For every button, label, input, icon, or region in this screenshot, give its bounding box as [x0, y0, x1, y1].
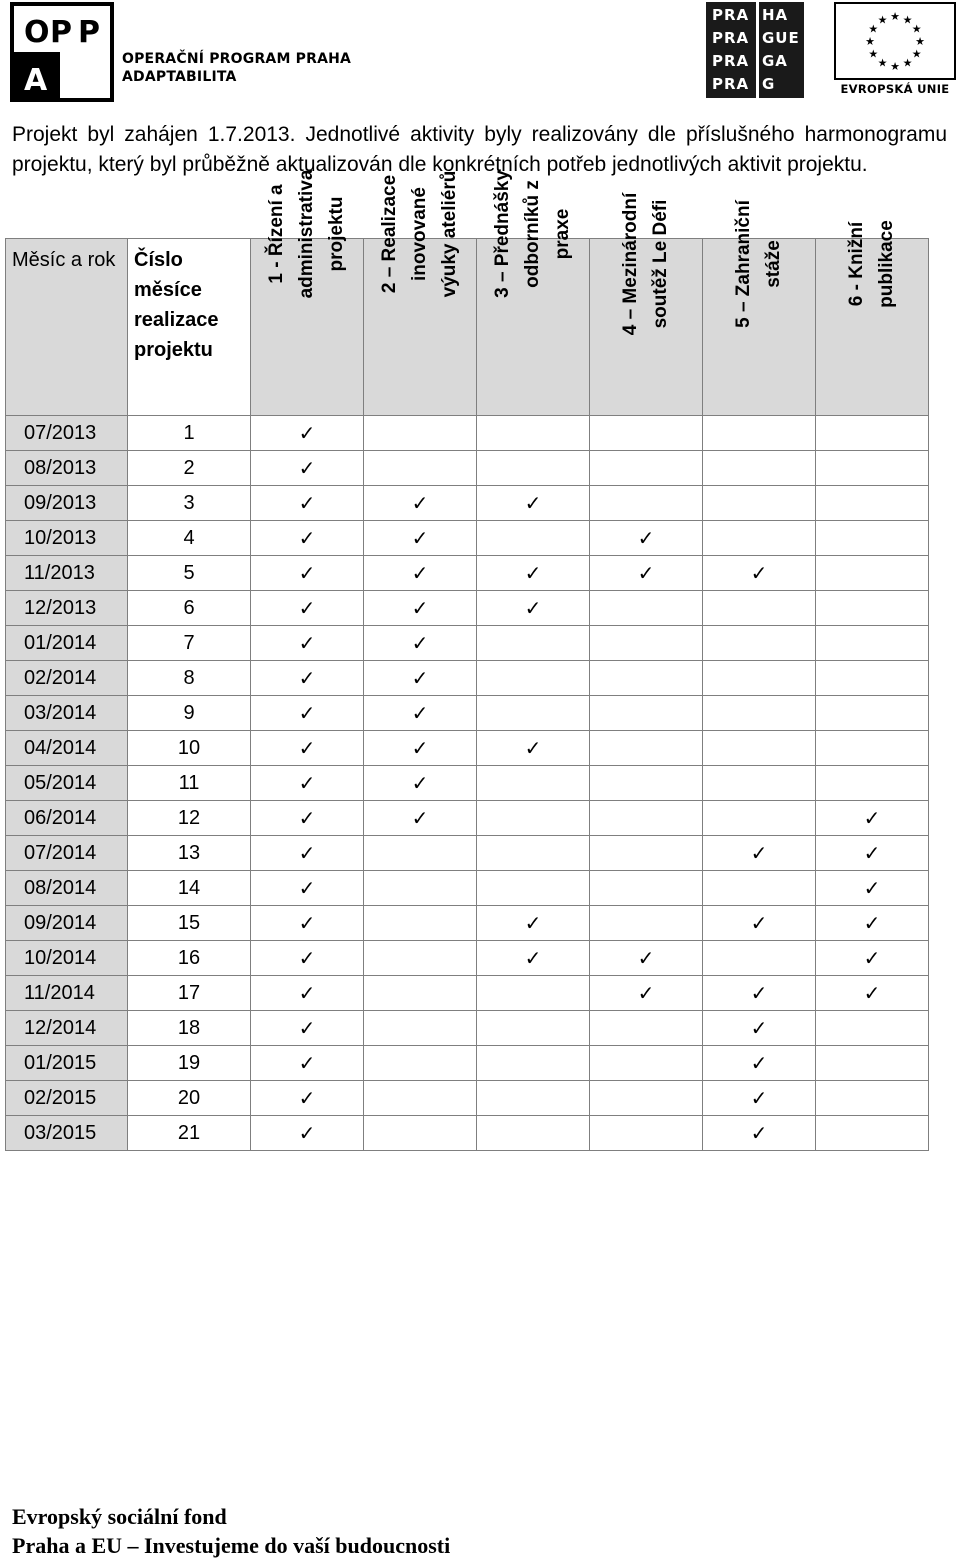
activity-label: 1 - Řízení a administrativa projektu: [266, 169, 347, 299]
month-number-cell: 15: [128, 906, 251, 941]
table-row: [6, 1081, 929, 1116]
month-cell: 12/2013: [6, 591, 128, 626]
column-header-activity-2: [364, 170, 477, 416]
checkmark-icon: ✓: [750, 841, 768, 865]
month-number-cell: 17: [128, 976, 251, 1011]
activity-cell: [251, 661, 364, 696]
table-row: [6, 836, 929, 871]
activity-cell: [477, 836, 590, 871]
activity-label: 4 – Mezinárodní soutěž Le Défi: [620, 192, 671, 336]
checkmark-icon: ✓: [411, 666, 429, 690]
activity-cell: [477, 451, 590, 486]
praha-logo-divider: [756, 2, 759, 98]
activity-cell: [590, 556, 703, 591]
table-body: [6, 416, 929, 1151]
month-number-cell: 7: [128, 626, 251, 661]
activity-cell: [364, 1046, 477, 1081]
activity-cell: [364, 941, 477, 976]
activity-cell: [703, 801, 816, 836]
month-cell: 05/2014: [6, 766, 128, 801]
activity-cell: [590, 661, 703, 696]
month-cell: 06/2014: [6, 801, 128, 836]
checkmark-icon: ✓: [863, 981, 881, 1005]
activity-cell: [251, 731, 364, 766]
checkmark-icon: ✓: [298, 666, 316, 690]
activity-cell: [477, 591, 590, 626]
checkmark-icon: ✓: [411, 771, 429, 795]
checkmark-icon: ✓: [298, 1051, 316, 1075]
activity-cell: [590, 976, 703, 1011]
month-number-cell: 6: [128, 591, 251, 626]
checkmark-icon: ✓: [750, 911, 768, 935]
activity-cell: [251, 1011, 364, 1046]
activity-cell: [590, 451, 703, 486]
activity-cell: [816, 1116, 929, 1151]
checkmark-icon: ✓: [298, 876, 316, 900]
eu-star-icon: ★: [877, 56, 888, 70]
activity-cell: [364, 416, 477, 451]
month-number-cell: 2: [128, 451, 251, 486]
checkmark-icon: ✓: [524, 911, 542, 935]
opp-line-2: ADAPTABILITA: [122, 69, 237, 85]
activity-cell: [477, 801, 590, 836]
activity-cell: [703, 1046, 816, 1081]
table-row: [6, 976, 929, 1011]
eu-logo: [834, 2, 956, 98]
checkmark-icon: ✓: [524, 561, 542, 585]
activity-cell: [590, 521, 703, 556]
checkmark-icon: ✓: [524, 736, 542, 760]
month-cell: 07/2013: [6, 416, 128, 451]
activity-cell: [364, 451, 477, 486]
table-row: [6, 486, 929, 521]
activity-cell: [364, 521, 477, 556]
checkmark-icon: ✓: [298, 1121, 316, 1145]
activity-cell: [251, 521, 364, 556]
activity-cell: [590, 906, 703, 941]
checkmark-icon: ✓: [411, 526, 429, 550]
activity-cell: [703, 521, 816, 556]
activity-cell: [703, 731, 816, 766]
column-header-activity-5: [703, 200, 816, 416]
checkmark-icon: ✓: [298, 456, 316, 480]
month-cell: 12/2014: [6, 1011, 128, 1046]
activity-cell: [477, 1081, 590, 1116]
table-row: [6, 451, 929, 486]
footer-line-1: Evropský sociální fond: [12, 1504, 227, 1529]
checkmark-icon: ✓: [298, 596, 316, 620]
activity-cell: [477, 906, 590, 941]
checkmark-icon: ✓: [863, 946, 881, 970]
checkmark-icon: ✓: [750, 981, 768, 1005]
activity-cell: [364, 801, 477, 836]
month-cell: 01/2014: [6, 626, 128, 661]
activity-cell: [251, 766, 364, 801]
eu-star-icon: ★: [911, 22, 922, 36]
activity-cell: [364, 661, 477, 696]
svg-text:P: P: [78, 15, 100, 50]
activity-cell: [816, 1081, 929, 1116]
praha-cell: GA: [762, 52, 788, 70]
praha-cell: PRA: [712, 52, 750, 70]
activity-cell: [590, 416, 703, 451]
activity-cell: [816, 906, 929, 941]
table-row: [6, 871, 929, 906]
checkmark-icon: ✓: [298, 561, 316, 585]
eu-star-icon: ★: [902, 56, 913, 70]
checkmark-icon: ✓: [298, 1086, 316, 1110]
activity-cell: [703, 1081, 816, 1116]
activity-cell: [816, 696, 929, 731]
month-cell: 11/2014: [6, 976, 128, 1011]
table-row: [6, 521, 929, 556]
column-header-activity-6: [816, 220, 929, 416]
eu-stars-icon: [836, 4, 954, 78]
activity-cell: [590, 801, 703, 836]
activity-cell: [364, 1116, 477, 1151]
eu-flag: [834, 2, 956, 80]
table-row: [6, 626, 929, 661]
activity-cell: [477, 661, 590, 696]
month-number-cell: 13: [128, 836, 251, 871]
month-cell: 11/2013: [6, 556, 128, 591]
svg-text:O: O: [24, 15, 50, 50]
month-cell: 02/2015: [6, 1081, 128, 1116]
activity-cell: [364, 591, 477, 626]
activity-cell: [703, 416, 816, 451]
svg-text:P: P: [50, 15, 72, 50]
checkmark-icon: ✓: [411, 561, 429, 585]
column-header-activity-4: [590, 192, 703, 416]
activity-cell: [590, 1116, 703, 1151]
activity-cell: [364, 486, 477, 521]
activity-label: 5 – Zahraniční stáže: [733, 200, 784, 328]
activity-cell: [477, 556, 590, 591]
checkmark-icon: ✓: [637, 981, 655, 1005]
checkmark-icon: ✓: [298, 421, 316, 445]
checkmark-icon: ✓: [637, 946, 655, 970]
activity-cell: [477, 696, 590, 731]
eu-star-icon: ★: [902, 13, 913, 27]
activity-cell: [251, 836, 364, 871]
activity-cell: [816, 766, 929, 801]
activity-cell: [703, 1011, 816, 1046]
month-cell: 02/2014: [6, 661, 128, 696]
month-number-cell: 3: [128, 486, 251, 521]
month-number-cell: 14: [128, 871, 251, 906]
checkmark-icon: ✓: [863, 911, 881, 935]
activity-cell: [816, 626, 929, 661]
month-number-cell: 11: [128, 766, 251, 801]
activity-cell: [251, 416, 364, 451]
activity-cell: [590, 486, 703, 521]
praha-cell: PRA: [712, 75, 750, 93]
checkmark-icon: ✓: [750, 1051, 768, 1075]
checkmark-icon: ✓: [298, 736, 316, 760]
activity-cell: [251, 906, 364, 941]
month-number-cell: 20: [128, 1081, 251, 1116]
checkmark-icon: ✓: [524, 491, 542, 515]
checkmark-icon: ✓: [411, 491, 429, 515]
activity-cell: [251, 451, 364, 486]
month-cell: 10/2013: [6, 521, 128, 556]
table-row: [6, 731, 929, 766]
month-number-cell: 16: [128, 941, 251, 976]
activity-cell: [477, 976, 590, 1011]
checkmark-icon: ✓: [298, 1016, 316, 1040]
activity-cell: [816, 416, 929, 451]
activity-cell: [816, 1046, 929, 1081]
checkmark-icon: ✓: [298, 981, 316, 1005]
activity-cell: [703, 871, 816, 906]
checkmark-icon: ✓: [750, 561, 768, 585]
activity-cell: [364, 766, 477, 801]
eu-star-icon: ★: [877, 13, 888, 27]
intro-paragraph: Projekt byl zahájen 1.7.2013. Jednotlivé aktivity byly realizovány dle příslušného harmonogramu projektu, který byl průběžně aktualizován dle konkrétních potřeb jednotlivých aktivit projektu.: [12, 123, 947, 176]
month-number-cell: 8: [128, 661, 251, 696]
activity-cell: [251, 1116, 364, 1151]
table-row: [6, 1011, 929, 1046]
activity-cell: [364, 976, 477, 1011]
activity-cell: [477, 416, 590, 451]
activity-cell: [364, 696, 477, 731]
checkmark-icon: ✓: [298, 806, 316, 830]
table-row: [6, 941, 929, 976]
activity-cell: [703, 941, 816, 976]
activity-cell: [703, 451, 816, 486]
activity-cell: [477, 941, 590, 976]
activity-cell: [703, 556, 816, 591]
activity-cell: [703, 626, 816, 661]
checkmark-icon: ✓: [298, 491, 316, 515]
opp-logo: [10, 2, 114, 102]
month-number-cell: 18: [128, 1011, 251, 1046]
activity-cell: [590, 1046, 703, 1081]
svg-text:A: A: [24, 63, 48, 98]
activity-cell: [477, 486, 590, 521]
activity-cell: [816, 661, 929, 696]
activity-cell: [364, 906, 477, 941]
checkmark-icon: ✓: [298, 771, 316, 795]
activity-cell: [477, 1011, 590, 1046]
activity-cell: [251, 976, 364, 1011]
checkmark-icon: ✓: [298, 526, 316, 550]
checkmark-icon: ✓: [637, 526, 655, 550]
activity-cell: [364, 556, 477, 591]
activity-cell: [364, 626, 477, 661]
checkmark-icon: ✓: [411, 596, 429, 620]
activity-cell: [251, 696, 364, 731]
activity-cell: [477, 626, 590, 661]
activity-cell: [251, 1081, 364, 1116]
activity-cell: [590, 871, 703, 906]
month-number-cell: 9: [128, 696, 251, 731]
activity-cell: [816, 1011, 929, 1046]
checkmark-icon: ✓: [298, 911, 316, 935]
opp-program-name: [122, 50, 351, 86]
activity-cell: [590, 731, 703, 766]
eu-star-icon: ★: [890, 10, 900, 23]
activity-cell: [703, 486, 816, 521]
table-row: [6, 766, 929, 801]
activity-cell: [816, 451, 929, 486]
checkmark-icon: ✓: [750, 1086, 768, 1110]
table-row: [6, 696, 929, 731]
activity-cell: [703, 766, 816, 801]
activity-cell: [364, 731, 477, 766]
activity-cell: [364, 1011, 477, 1046]
table-row: [6, 1116, 929, 1151]
activity-cell: [816, 521, 929, 556]
activity-cell: [477, 731, 590, 766]
activity-cell: [816, 486, 929, 521]
praha-cell: G: [762, 75, 776, 93]
month-number-cell: 10: [128, 731, 251, 766]
activity-label: 6 - Knižní publikace: [846, 220, 897, 308]
praha-cell: HA: [762, 6, 789, 24]
checkmark-icon: ✓: [863, 876, 881, 900]
praha-logo: [706, 2, 804, 98]
checkmark-icon: ✓: [298, 701, 316, 725]
table-row: [6, 906, 929, 941]
checkmark-icon: ✓: [863, 806, 881, 830]
checkmark-icon: ✓: [411, 631, 429, 655]
activity-schedule-table: [5, 169, 929, 1151]
month-cell: 08/2014: [6, 871, 128, 906]
month-cell: 03/2015: [6, 1116, 128, 1151]
footer-line-2: Praha a EU – Investujeme do vaší budoucnosti: [12, 1533, 451, 1558]
activity-cell: [251, 556, 364, 591]
month-number-cell: 1: [128, 416, 251, 451]
activity-cell: [703, 661, 816, 696]
table-row: [6, 801, 929, 836]
activity-cell: [703, 591, 816, 626]
table-row: [6, 661, 929, 696]
activity-cell: [251, 871, 364, 906]
table-row: [6, 416, 929, 451]
activity-cell: [251, 591, 364, 626]
activity-cell: [477, 521, 590, 556]
column-header-month: Měsíc a rok: [6, 239, 128, 416]
activity-cell: [816, 941, 929, 976]
activity-cell: [590, 591, 703, 626]
eu-star-icon: ★: [911, 47, 922, 61]
activity-cell: [703, 906, 816, 941]
activity-cell: [816, 871, 929, 906]
activity-cell: [703, 1116, 816, 1151]
activity-cell: [816, 731, 929, 766]
table-row: [6, 556, 929, 591]
checkmark-icon: ✓: [524, 596, 542, 620]
month-cell: 03/2014: [6, 696, 128, 731]
activity-cell: [703, 836, 816, 871]
checkmark-icon: ✓: [298, 841, 316, 865]
activity-cell: [477, 766, 590, 801]
praha-cell: GUE: [762, 29, 800, 47]
month-cell: 08/2013: [6, 451, 128, 486]
activity-label: 2 – Realizace inovované výuky ateliérů: [379, 170, 460, 298]
eu-star-icon: ★: [915, 35, 925, 48]
checkmark-icon: ✓: [524, 946, 542, 970]
activity-cell: [590, 1081, 703, 1116]
column-header-month-number: Číslo měsíce realizace projektu: [128, 239, 251, 416]
activity-cell: [590, 766, 703, 801]
opp-line-1: OPERAČNÍ PROGRAM PRAHA: [122, 51, 352, 67]
eu-star-icon: ★: [890, 60, 900, 73]
activity-cell: [816, 591, 929, 626]
activity-cell: [590, 626, 703, 661]
activity-cell: [251, 486, 364, 521]
table-header-row: [6, 239, 929, 416]
activity-cell: [251, 941, 364, 976]
activity-cell: [816, 976, 929, 1011]
eu-star-icon: ★: [868, 22, 879, 36]
activity-cell: [364, 1081, 477, 1116]
eu-star-icon: ★: [868, 47, 879, 61]
checkmark-icon: ✓: [298, 946, 316, 970]
checkmark-icon: ✓: [750, 1121, 768, 1145]
month-number-cell: 5: [128, 556, 251, 591]
activity-cell: [477, 1116, 590, 1151]
checkmark-icon: ✓: [411, 736, 429, 760]
activity-label: 3 – Přednášky odborníků z praxe: [492, 170, 573, 298]
praha-cell: PRA: [712, 29, 750, 47]
praha-cell: PRA: [712, 6, 750, 24]
month-cell: 04/2014: [6, 731, 128, 766]
month-cell: 09/2013: [6, 486, 128, 521]
month-cell: 10/2014: [6, 941, 128, 976]
activity-cell: [590, 1011, 703, 1046]
month-cell: 07/2014: [6, 836, 128, 871]
month-number-cell: 12: [128, 801, 251, 836]
activity-cell: [816, 801, 929, 836]
activity-cell: [816, 556, 929, 591]
activity-cell: [590, 941, 703, 976]
footer: [12, 1502, 450, 1560]
table-row: [6, 591, 929, 626]
activity-cell: [251, 626, 364, 661]
activity-cell: [703, 696, 816, 731]
activity-cell: [590, 696, 703, 731]
activity-cell: [816, 836, 929, 871]
column-header-activity-1: [251, 169, 364, 416]
month-number-cell: 21: [128, 1116, 251, 1151]
eu-star-icon: ★: [865, 35, 875, 48]
activity-cell: [477, 871, 590, 906]
checkmark-icon: ✓: [750, 1016, 768, 1040]
month-number-cell: 4: [128, 521, 251, 556]
activity-cell: [251, 801, 364, 836]
checkmark-icon: ✓: [298, 631, 316, 655]
month-number-cell: 19: [128, 1046, 251, 1081]
eu-label: EVROPSKÁ UNIE: [840, 82, 950, 96]
activity-cell: [590, 836, 703, 871]
activity-cell: [251, 1046, 364, 1081]
checkmark-icon: ✓: [411, 806, 429, 830]
column-header-activity-3: [477, 170, 590, 416]
month-cell: 09/2014: [6, 906, 128, 941]
activity-cell: [703, 976, 816, 1011]
checkmark-icon: ✓: [863, 841, 881, 865]
activity-cell: [477, 1046, 590, 1081]
activity-cell: [364, 871, 477, 906]
month-cell: 01/2015: [6, 1046, 128, 1081]
activity-cell: [364, 836, 477, 871]
table-row: [6, 1046, 929, 1081]
checkmark-icon: ✓: [411, 701, 429, 725]
checkmark-icon: ✓: [637, 561, 655, 585]
